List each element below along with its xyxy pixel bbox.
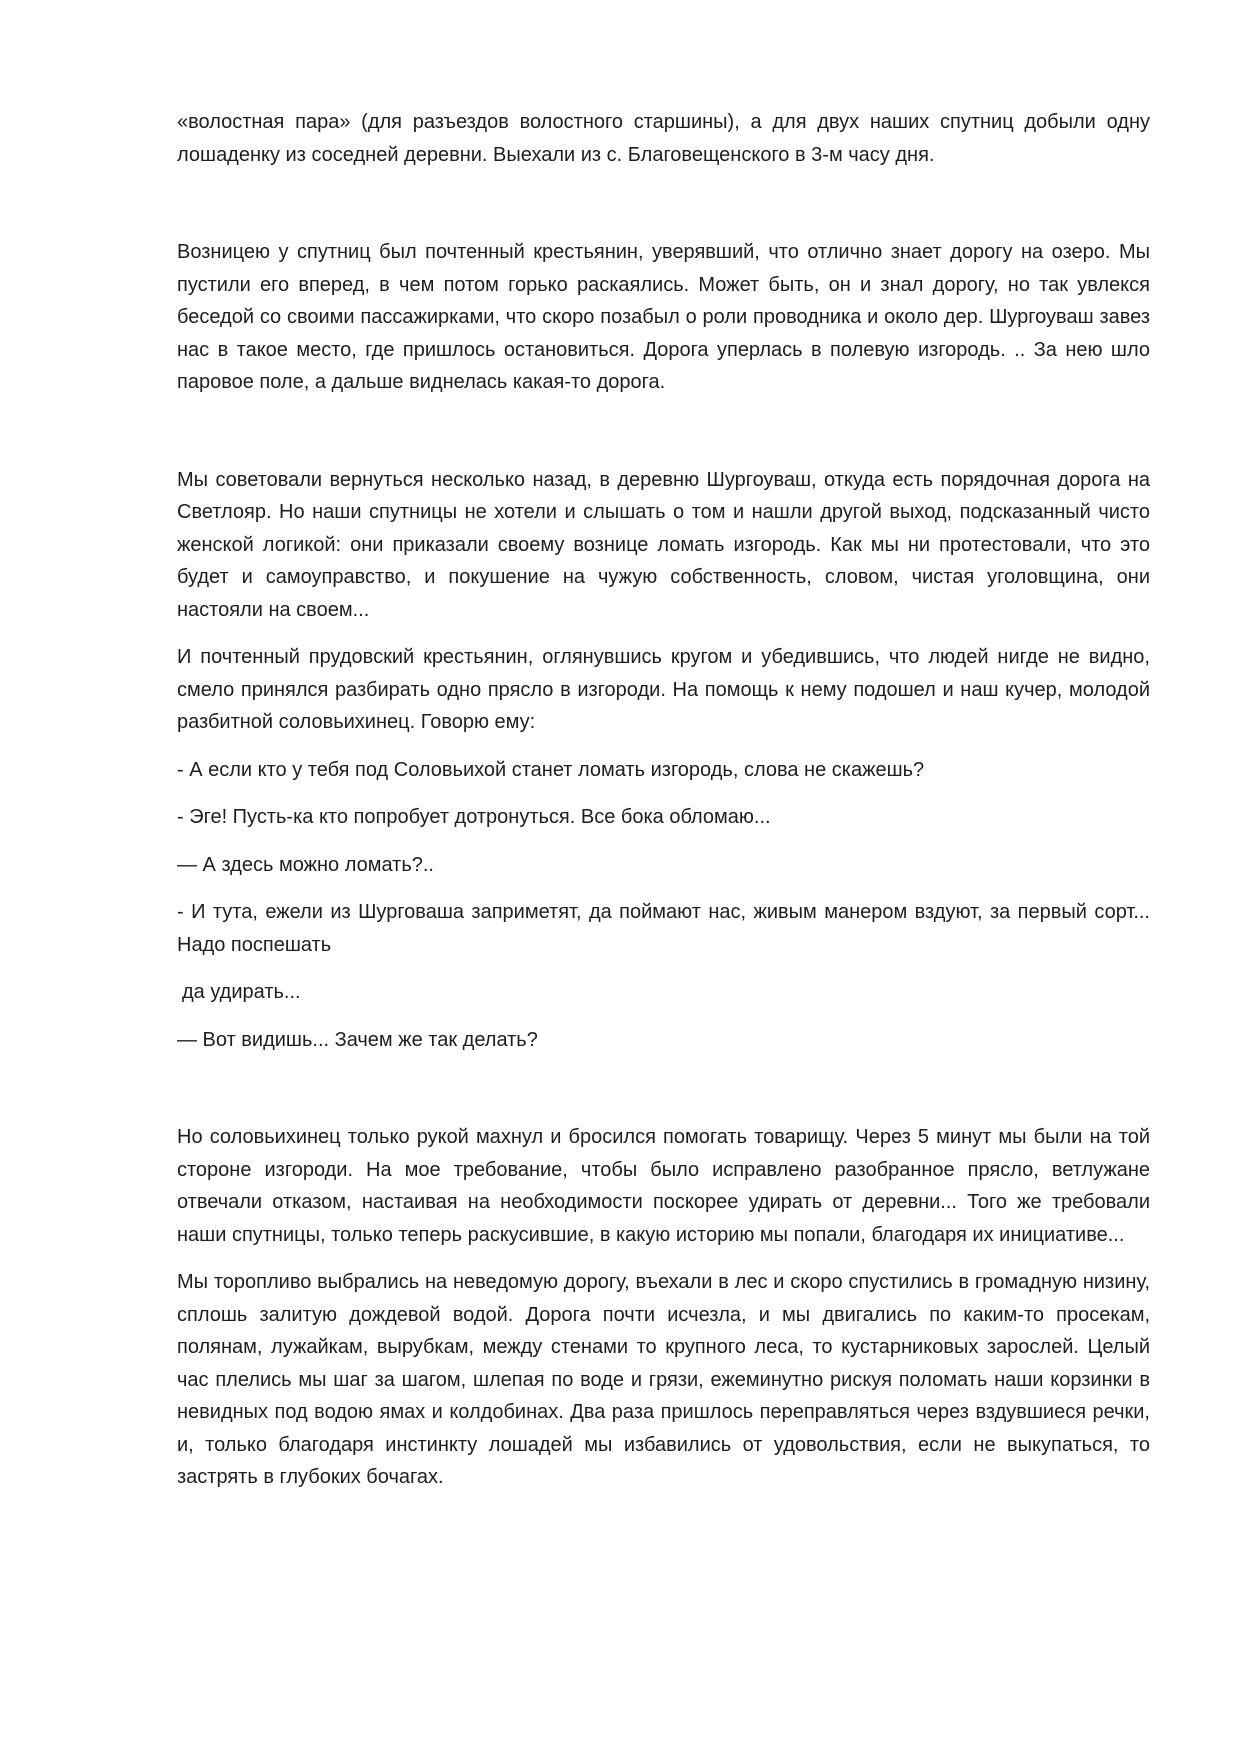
dialogue-line-2: - Эге! Пусть-ка кто попробует дотронуться. Все бока обломаю... bbox=[177, 806, 771, 828]
document-page bbox=[177, 106, 1150, 1494]
paragraph-3: Мы советовали вернуться несколько назад, в деревню Шургоуваш, откуда есть порядочная дорога на Светлояр. Но наши спутницы не хотели и слышать о том и нашли другой выход, подсказанный чисто женской логикой: они приказали своему вознице ломать изгородь. Как мы ни протестовали, что это будет и самоуправство, и покушение на чужую собственность, словом, чистая уголовщина, они настояли на своем... bbox=[177, 468, 1150, 621]
paragraph-6: Мы торопливо выбрались на неведомую дорогу, въехали в лес и скоро спустились в громадную низину, сплошь залитую дождевой водой. Дорога почти исчезла, и мы двигались по каким-то просекам, полянам, лужайкам, вырубкам, между стенами то крупного леса, то кустарниковых зарослей. Целый час плелись мы шаг за шагом, шлепая по воде и грязи, ежеминутно рискуя поломать наши корзинки в невидных под водою ямах и колдобинах. Два раза пришлось переправляться через вздувшиеся речки, и, только благодаря инстинкту лошадей мы избавились от удовольствия, если не выкупаться, то застрять в глубоких бочагах. bbox=[177, 1271, 1150, 1488]
paragraph-1: «волостная пара» (для разъездов волостного старшины), а для двух наших спутниц добыли одну лошаденку из соседней деревни. Выехали из с. Благовещенского в 3-м часу дня. bbox=[177, 111, 1150, 166]
dialogue-line-4: - И тута, ежели из Шурговаша заприметят, да поймают нас, живым манером вздуют, за первый сорт... Надо поспешать bbox=[177, 901, 1150, 956]
dialogue-line-3: — А здесь можно ломать?.. bbox=[177, 853, 434, 876]
dialogue-line-5: — Вот видишь... Зачем же так делать? bbox=[177, 1028, 538, 1051]
dialogue-line-4-continued: да удирать... bbox=[182, 981, 301, 1003]
paragraph-5: Но соловьихинец только рукой махнул и бросился помогать товарищу. Через 5 минут мы были на той стороне изгороди. На мое требование, чтобы было исправлено разобранное прясло, ветлужане отвечали отказом, настаивая на необходимости поскорее удирать от деревни... Того же требовали наши спутницы, только теперь раскусившие, в какую историю мы попали, благодаря их инициативе... bbox=[177, 1126, 1150, 1246]
paragraph-2: Возницею у спутниц был почтенный крестьянин, уверявший, что отлично знает дорогу на озеро. Мы пустили его вперед, в чем потом горько раскаялись. Может быть, он и знал дорогу, но так увлекся беседой со своими пассажирками, что скоро позабыл о роли проводника и около дер. Шургоуваш завез нас в такое место, где пришлось остановиться. Дорога уперлась в полевую изгородь. .. За нею шло паровое поле, а дальше виднелась какая-то дорога. bbox=[177, 241, 1150, 393]
paragraph-4: И почтенный прудовский крестьянин, оглянувшись кругом и убедившись, что людей нигде не видно, смело принялся разбирать одно прясло в изгороди. На помощь к нему подошел и наш кучер, молодой разбитной соловьихинец. Говорю ему: bbox=[177, 646, 1150, 733]
dialogue-line-1: - А если кто у тебя под Соловьихой станет ломать изгородь, слова не скажешь? bbox=[177, 758, 925, 781]
